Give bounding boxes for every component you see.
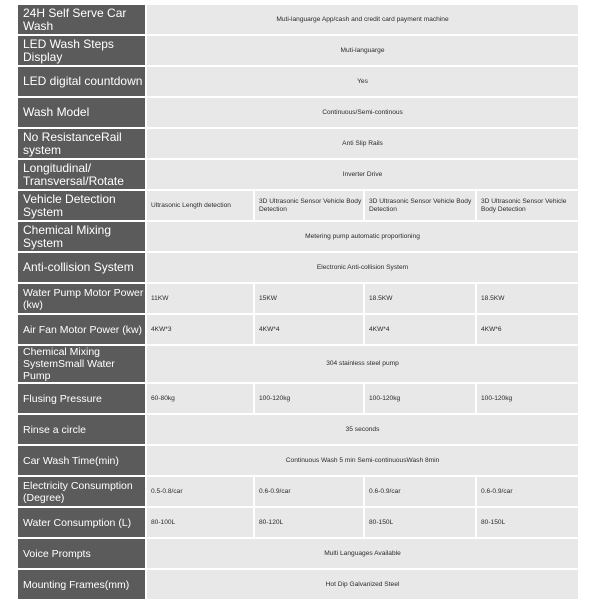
spec-label: LED digital countdown <box>17 66 146 97</box>
spec-value: 4KW*4 <box>254 314 364 345</box>
spec-value: 0.6-0.9/car <box>364 476 476 507</box>
spec-value: 100-120kg <box>364 383 476 414</box>
spec-value: Metering pump automatic proportioning <box>146 221 579 252</box>
spec-row <box>17 190 579 221</box>
spec-label: Water Consumption (L) <box>17 507 146 538</box>
spec-value: 15KW <box>254 283 364 314</box>
spec-label: Vehicle Detection System <box>17 190 146 221</box>
spec-value: Electronic Anti-collision System <box>146 252 579 283</box>
spec-value: Ultrasonic Length detection <box>146 190 254 221</box>
spec-value: 80-150L <box>364 507 476 538</box>
spec-table <box>16 3 580 601</box>
spec-value: 100-120kg <box>254 383 364 414</box>
spec-label: Flusing Pressure <box>17 383 146 414</box>
spec-value: 4KW*3 <box>146 314 254 345</box>
spec-label: Car Wash Time(min) <box>17 445 146 476</box>
spec-value: 3D Ultrasonic Sensor Vehicle Body Detection <box>254 190 364 221</box>
spec-row <box>17 507 579 538</box>
spec-row <box>17 35 579 66</box>
spec-value: 0.6-0.9/car <box>476 476 579 507</box>
spec-value: 80-120L <box>254 507 364 538</box>
spec-value: 3D Ultrasonic Sensor Vehicle Body Detection <box>476 190 579 221</box>
spec-row <box>17 283 579 314</box>
spec-label: Chemical Mixing System <box>17 221 146 252</box>
spec-label: Anti-collision System <box>17 252 146 283</box>
spec-row <box>17 538 579 569</box>
spec-label: No ResistanceRail system <box>17 128 146 159</box>
spec-label: Longitudinal/ Transversal/Rotate <box>17 159 146 190</box>
spec-value: Multi Languages Available <box>146 538 579 569</box>
spec-value: 304 stainless steel pump <box>146 345 579 383</box>
spec-row <box>17 66 579 97</box>
spec-value: Continuous Wash 5 min Semi-continuousWash 8min <box>146 445 579 476</box>
spec-value: 18.5KW <box>364 283 476 314</box>
spec-row <box>17 159 579 190</box>
spec-value: 80-150L <box>476 507 579 538</box>
spec-value: 4KW*4 <box>364 314 476 345</box>
spec-row <box>17 345 579 383</box>
spec-label: Rinse a circle <box>17 414 146 445</box>
spec-table-body <box>17 4 579 600</box>
spec-row <box>17 221 579 252</box>
spec-value: Inverter Drive <box>146 159 579 190</box>
spec-label: LED Wash Steps Display <box>17 35 146 66</box>
spec-row <box>17 128 579 159</box>
spec-value: Muti-languarge <box>146 35 579 66</box>
spec-value: Hot Dip Galvanized Steel <box>146 569 579 600</box>
spec-value: 4KW*6 <box>476 314 579 345</box>
spec-value: Continuous/Semi-continous <box>146 97 579 128</box>
spec-label: Electricity Consumption (Degree) <box>17 476 146 507</box>
spec-value: Muti-languarge App/cash and credit card payment machine <box>146 4 579 35</box>
spec-row <box>17 569 579 600</box>
spec-value: 80-100L <box>146 507 254 538</box>
spec-value: 18.5KW <box>476 283 579 314</box>
spec-label: Air Fan Motor Power (kw) <box>17 314 146 345</box>
spec-value: 3D Ultrasonic Sensor Vehicle Body Detection <box>364 190 476 221</box>
spec-value: 100-120kg <box>476 383 579 414</box>
spec-row <box>17 252 579 283</box>
spec-value: 0.6-0.9/car <box>254 476 364 507</box>
spec-row <box>17 4 579 35</box>
spec-row <box>17 414 579 445</box>
spec-value: Anti Slip Rails <box>146 128 579 159</box>
spec-label: Water Pump Motor Power (kw) <box>17 283 146 314</box>
spec-label: Mounting Frames(mm) <box>17 569 146 600</box>
spec-value: 35 seconds <box>146 414 579 445</box>
spec-label: 24H Self Serve Car Wash <box>17 4 146 35</box>
spec-row <box>17 383 579 414</box>
spec-row <box>17 445 579 476</box>
spec-value: 60-80kg <box>146 383 254 414</box>
spec-row <box>17 97 579 128</box>
spec-value: 11KW <box>146 283 254 314</box>
spec-row <box>17 476 579 507</box>
spec-label: Chemical Mixing SystemSmall Water Pump <box>17 345 146 383</box>
spec-label: Voice Prompts <box>17 538 146 569</box>
spec-row <box>17 314 579 345</box>
spec-value: Yes <box>146 66 579 97</box>
spec-value: 0.5-0.8/car <box>146 476 254 507</box>
spec-label: Wash Model <box>17 97 146 128</box>
